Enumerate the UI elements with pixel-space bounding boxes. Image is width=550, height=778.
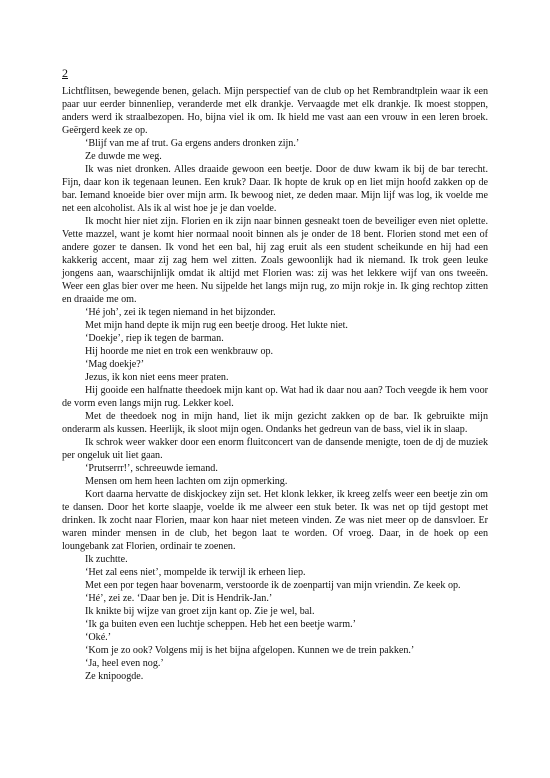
paragraph: Jezus, ik kon niet eens meer praten. bbox=[85, 372, 229, 383]
paragraph: Ik mocht hier niet zijn. Florien en ik zijn naar binnen gesneakt toen de beveiliger even niet oplette. Vette mazzel, want je komt hier normaal nooit binnen als je onder de 18 bent. Florien stond met een of andere gozer te dansen. Ik vond het een bal, hij zag eruit als een student scheikunde en hij had een kakkerig accent, maar zij zag hem wel zitten. Zoals gewoonlijk had ik niemand. Ik trok geen leuke jongens aan, waarschijnlijk omdat ik altijd met Florien was: zij was het lekkere wijf van ons tweeën. Weer een glas bier over me heen. Nu sijpelde het langs mijn rug, zo mijn rokje in. Ik ging rechtop zitten en draaide me om. bbox=[62, 216, 488, 305]
paragraph: Met mijn hand depte ik mijn rug een beetje droog. Het lukte niet. bbox=[85, 320, 348, 331]
paragraph: ‘Ik ga buiten even een luchtje scheppen. Heb het een beetje warm.’ bbox=[85, 619, 357, 630]
paragraph: Met de theedoek nog in mijn hand, liet ik mijn gezicht zakken op de bar. Ik gebruikte mijn onderarm als kussen. Heerlijk, ik sloot mijn ogen. Ondanks het gedreun van de bass, viel ik in slaap. bbox=[62, 411, 488, 435]
page-number: 2 bbox=[62, 66, 68, 80]
paragraph: ‘Doekje’, riep ik tegen de barman. bbox=[85, 333, 224, 344]
paragraph: Ik knikte bij wijze van groet zijn kant op. Zie je wel, bal. bbox=[85, 606, 315, 617]
paragraph: ‘Kom je zo ook? Volgens mij is het bijna afgelopen. Kunnen we de trein pakken.’ bbox=[85, 645, 415, 656]
paragraph: Mensen om hem heen lachten om zijn opmerking. bbox=[85, 476, 288, 487]
paragraph: Ze knipoogde. bbox=[85, 671, 144, 682]
paragraph: Hij gooide een halfnatte theedoek mijn kant op. Wat had ik daar nou aan? Toch veegde ik hem voor de vorm even langs mijn rug. Lekker koel. bbox=[62, 385, 488, 409]
paragraph: Hij hoorde me niet en trok een wenkbrauw op. bbox=[85, 346, 274, 357]
paragraph: ‘Hé joh’, zei ik tegen niemand in het bijzonder. bbox=[85, 307, 276, 318]
paragraph: ‘Oké.’ bbox=[85, 632, 112, 643]
paragraph: Met een por tegen haar bovenarm, verstoorde ik de zoenpartij van mijn vriendin. Ze keek op. bbox=[85, 580, 461, 591]
paragraph: ‘Blijf van me af trut. Ga ergens anders dronken zijn.’ bbox=[85, 138, 300, 149]
paragraph: Ik was niet dronken. Alles draaide gewoon een beetje. Door de duw kwam ik bij de bar terecht. Fijn, daar kon ik tegenaan leunen. Een kruk? Daar. Ik hopte de kruk op en liet mijn hoofd zakken op de bar. Iemand knoeide bier over mijn arm. Ik bewoog niet, ze deden maar. Mijn lijf was log, ik voelde me net een alcoholist. Als ik al wist hoe je je dan voelde. bbox=[62, 164, 488, 214]
paragraph: ‘Hé’, zei ze. ‘Daar ben je. Dit is Hendrik-Jan.’ bbox=[85, 593, 273, 604]
paragraph: ‘Mag doekje?’ bbox=[85, 359, 145, 370]
paragraph: Ik zuchtte. bbox=[85, 554, 128, 565]
paragraph: Lichtflitsen, bewegende benen, gelach. Mijn perspectief van de club op het Rembrandtplein waar ik een paar uur eerder binnenliep, veranderde met elk drankje. Vervaagde met elk drankje. Ik moest stoppen, anders werd ik straalbezopen. Ho, bijna viel ik om. Ik hield me vast aan een vrouw in een leren broek. Geërgerd keek ze op. bbox=[62, 86, 488, 136]
body-text bbox=[62, 85, 488, 683]
paragraph: Ze duwde me weg. bbox=[85, 151, 162, 162]
paragraph: Kort daarna hervatte de diskjockey zijn set. Het klonk lekker, ik kreeg zelfs weer een beetje zin om te dansen. Door het korte slaapje, voelde ik me alweer een stuk beter. Ik was net op tijd gestopt met drinken. Ik zocht naar Florien, maar kon haar niet meteen vinden. Ze was niet meer op de dansvloer. Er waren minder mensen in de club, het begon laat te worden. Of vroeg. Daar, in de hoek op een loungebank zat Florien, ordinair te zoenen. bbox=[62, 489, 488, 552]
paragraph: Ik schrok weer wakker door een enorm fluitconcert van de dansende menigte, toen de dj de muziek per ongeluk uit liet gaan. bbox=[62, 437, 488, 461]
paragraph: ‘Prutserrr!’, schreeuwde iemand. bbox=[85, 463, 218, 474]
paragraph: ‘Ja, heel even nog.’ bbox=[85, 658, 164, 669]
paragraph: ‘Het zal eens niet’, mompelde ik terwijl ik erheen liep. bbox=[85, 567, 306, 578]
